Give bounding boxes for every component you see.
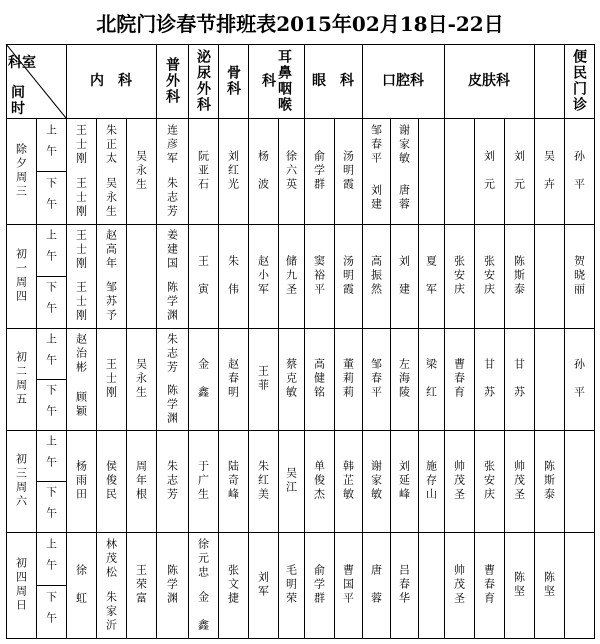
schedule-cell: 朱志芳	[165, 460, 179, 502]
schedule-cell: 吴江	[284, 467, 298, 495]
schedule-cell: 帅茂圣	[512, 460, 526, 502]
schedule-cell: 毛明荣	[284, 564, 298, 606]
schedule-cell: 徐六英	[284, 150, 298, 192]
header-guke: 骨科	[225, 65, 241, 97]
schedule-cell: 储九圣	[284, 255, 298, 297]
day-label: 初一周四	[14, 248, 28, 304]
schedule-cell: 邹春平	[369, 358, 383, 400]
schedule-cell: 陈学渊	[165, 281, 179, 323]
schedule-cell: 刘军	[256, 571, 270, 599]
schedule-cell: 金 鑫	[196, 358, 210, 400]
schedule-cell: 吴永生	[134, 150, 148, 192]
corner-dept-label: 科室	[8, 55, 36, 71]
schedule-cell: 吴 卉	[542, 150, 556, 192]
schedule-cell: 朱红美	[256, 460, 270, 502]
schedule-cell: 徐 虹	[74, 564, 88, 606]
schedule-cell: 窦裕平	[312, 255, 326, 297]
am-label: 上午	[44, 537, 58, 580]
schedule-cell: 朱正太	[104, 123, 118, 166]
schedule-cell: 唐蓉	[397, 183, 411, 212]
schedule-cell: 王士刚	[74, 229, 88, 271]
schedule-cell: 夏 军	[424, 255, 438, 297]
schedule-cell: 金 鑫	[196, 590, 210, 633]
schedule-cell: 单俊杰	[312, 460, 326, 502]
schedule-cell: 高振然	[369, 255, 383, 297]
schedule-cell: 赵高年	[104, 229, 118, 271]
schedule-cell: 邹苏予	[104, 281, 118, 323]
schedule-cell: 王士刚	[104, 358, 118, 400]
schedule-cell: 刘建	[369, 183, 383, 212]
schedule-cell: 曹国平	[341, 564, 355, 606]
pm-label: 下午	[44, 485, 58, 528]
schedule-cell: 王士刚	[74, 281, 88, 323]
pm-label: 下午	[44, 590, 58, 633]
header-erbi: 耳鼻咽喉科	[260, 49, 292, 113]
am-label: 上午	[44, 229, 58, 271]
schedule-cell: 俞学群	[312, 564, 326, 606]
schedule-cell: 曹春育	[482, 564, 496, 606]
schedule-cell: 谢家敏	[369, 460, 383, 502]
schedule-cell: 陈斯泰	[512, 255, 526, 297]
schedule-cell: 孙 平	[572, 358, 586, 400]
schedule-cell: 徐元忠	[196, 537, 210, 580]
schedule-cell: 贺晓丽	[572, 255, 586, 297]
day-rule	[6, 638, 595, 639]
schedule-cell: 汤明霞	[341, 150, 355, 192]
schedule-cell: 左海陵	[397, 358, 411, 400]
schedule-cell: 俞学群	[312, 150, 326, 192]
day-label: 初二周五	[14, 351, 28, 407]
am-label: 上午	[44, 123, 58, 166]
schedule-cell: 谢家敏	[397, 123, 411, 166]
schedule-cell: 吴永生	[134, 358, 148, 400]
schedule-cell: 杨 波	[256, 150, 270, 192]
schedule-cell: 孙 平	[572, 150, 586, 192]
am-label: 上午	[44, 434, 58, 477]
header-bianmin: 便民门诊	[571, 49, 587, 113]
schedule-cell: 陈学渊	[165, 383, 179, 426]
pm-label: 下午	[44, 281, 58, 323]
schedule-cell: 刘红光	[226, 150, 240, 192]
schedule-cell: 朱志芳	[165, 176, 179, 219]
schedule-cell: 陈坚	[512, 571, 526, 599]
schedule-cell: 陈学渊	[165, 564, 179, 606]
schedule-cell: 韩芷敏	[341, 460, 355, 502]
schedule-cell: 陈坚	[542, 571, 556, 599]
header-neike: 内 科	[90, 73, 132, 89]
pm-label: 下午	[44, 176, 58, 219]
schedule-cell: 赵春明	[226, 358, 240, 400]
schedule-cell: 董莉莉	[341, 358, 355, 400]
column-rule	[594, 118, 595, 639]
schedule-cell: 赵治彬	[74, 332, 88, 375]
schedule-cell: 侯俊民	[104, 460, 118, 502]
schedule-cell: 甘 苏	[512, 358, 526, 400]
header-puwai: 普外科	[164, 57, 180, 105]
schedule-cell: 朱志芳	[165, 332, 179, 375]
schedule-cell: 张安庆	[452, 255, 466, 297]
schedule-cell: 王荣富	[134, 564, 148, 606]
schedule-cell: 刘 建	[397, 255, 411, 297]
schedule-cell: 朱 伟	[226, 255, 240, 297]
schedule-cell: 朱家沂	[104, 590, 118, 633]
day-label: 初四周日	[14, 557, 28, 613]
schedule-cell: 高健铭	[312, 358, 326, 400]
schedule-cell: 唐 蓉	[369, 564, 383, 606]
schedule-cell: 张文捷	[226, 564, 240, 606]
schedule-cell: 陆奇峰	[226, 460, 240, 502]
schedule-cell: 梁 红	[424, 358, 438, 400]
am-label: 上午	[44, 332, 58, 375]
schedule-cell: 甘 苏	[482, 358, 496, 400]
schedule-cell: 刘 元	[482, 150, 496, 192]
schedule-cell: 姜建国	[165, 229, 179, 271]
schedule-cell: 蔡克敏	[284, 358, 298, 400]
corner-time-label: 间 时	[11, 85, 25, 117]
header-kouqiang: 口腔科	[382, 73, 424, 89]
schedule-cell: 汤明霞	[341, 255, 355, 297]
schedule-cell: 刘延峰	[397, 460, 411, 502]
schedule-cell: 赵小军	[256, 255, 270, 297]
schedule-table	[0, 44, 600, 640]
header-yanke: 眼 科	[312, 73, 354, 89]
day-label: 除夕周三	[14, 143, 28, 199]
schedule-cell: 杨雨田	[74, 460, 88, 502]
schedule-cell: 张安庆	[482, 460, 496, 502]
schedule-cell: 帅茂圣	[452, 564, 466, 606]
schedule-cell: 吕春华	[397, 564, 411, 606]
schedule-cell: 帅茂圣	[452, 460, 466, 502]
day-label: 初三周六	[14, 453, 28, 509]
pm-label: 下午	[44, 383, 58, 426]
header-pifu: 皮肤科	[468, 73, 510, 89]
schedule-cell: 施存山	[424, 460, 438, 502]
schedule-cell: 顾颖	[74, 390, 88, 419]
schedule-cell: 周年根	[134, 460, 148, 502]
schedule-cell: 吴永生	[104, 176, 118, 219]
schedule-cell: 阮亚石	[196, 150, 210, 192]
schedule-cell: 刘 元	[512, 150, 526, 192]
header-miniao: 泌尿外科	[195, 49, 211, 113]
schedule-cell: 连彦军	[165, 123, 179, 166]
schedule-cell: 王士刚	[74, 123, 88, 166]
schedule-cell: 邹春平	[369, 123, 383, 166]
schedule-cell: 于广生	[196, 460, 210, 502]
schedule-cell: 陈斯泰	[542, 460, 556, 502]
schedule-cell: 王 寅	[196, 255, 210, 297]
page-title: 北院门诊春节排班表2015年02月18日-22日	[96, 12, 504, 36]
schedule-cell: 王菲	[256, 365, 270, 393]
schedule-cell: 林茂松	[104, 537, 118, 580]
schedule-cell: 张安庆	[482, 255, 496, 297]
schedule-cell: 王士刚	[74, 176, 88, 219]
schedule-cell: 曹春育	[452, 358, 466, 400]
